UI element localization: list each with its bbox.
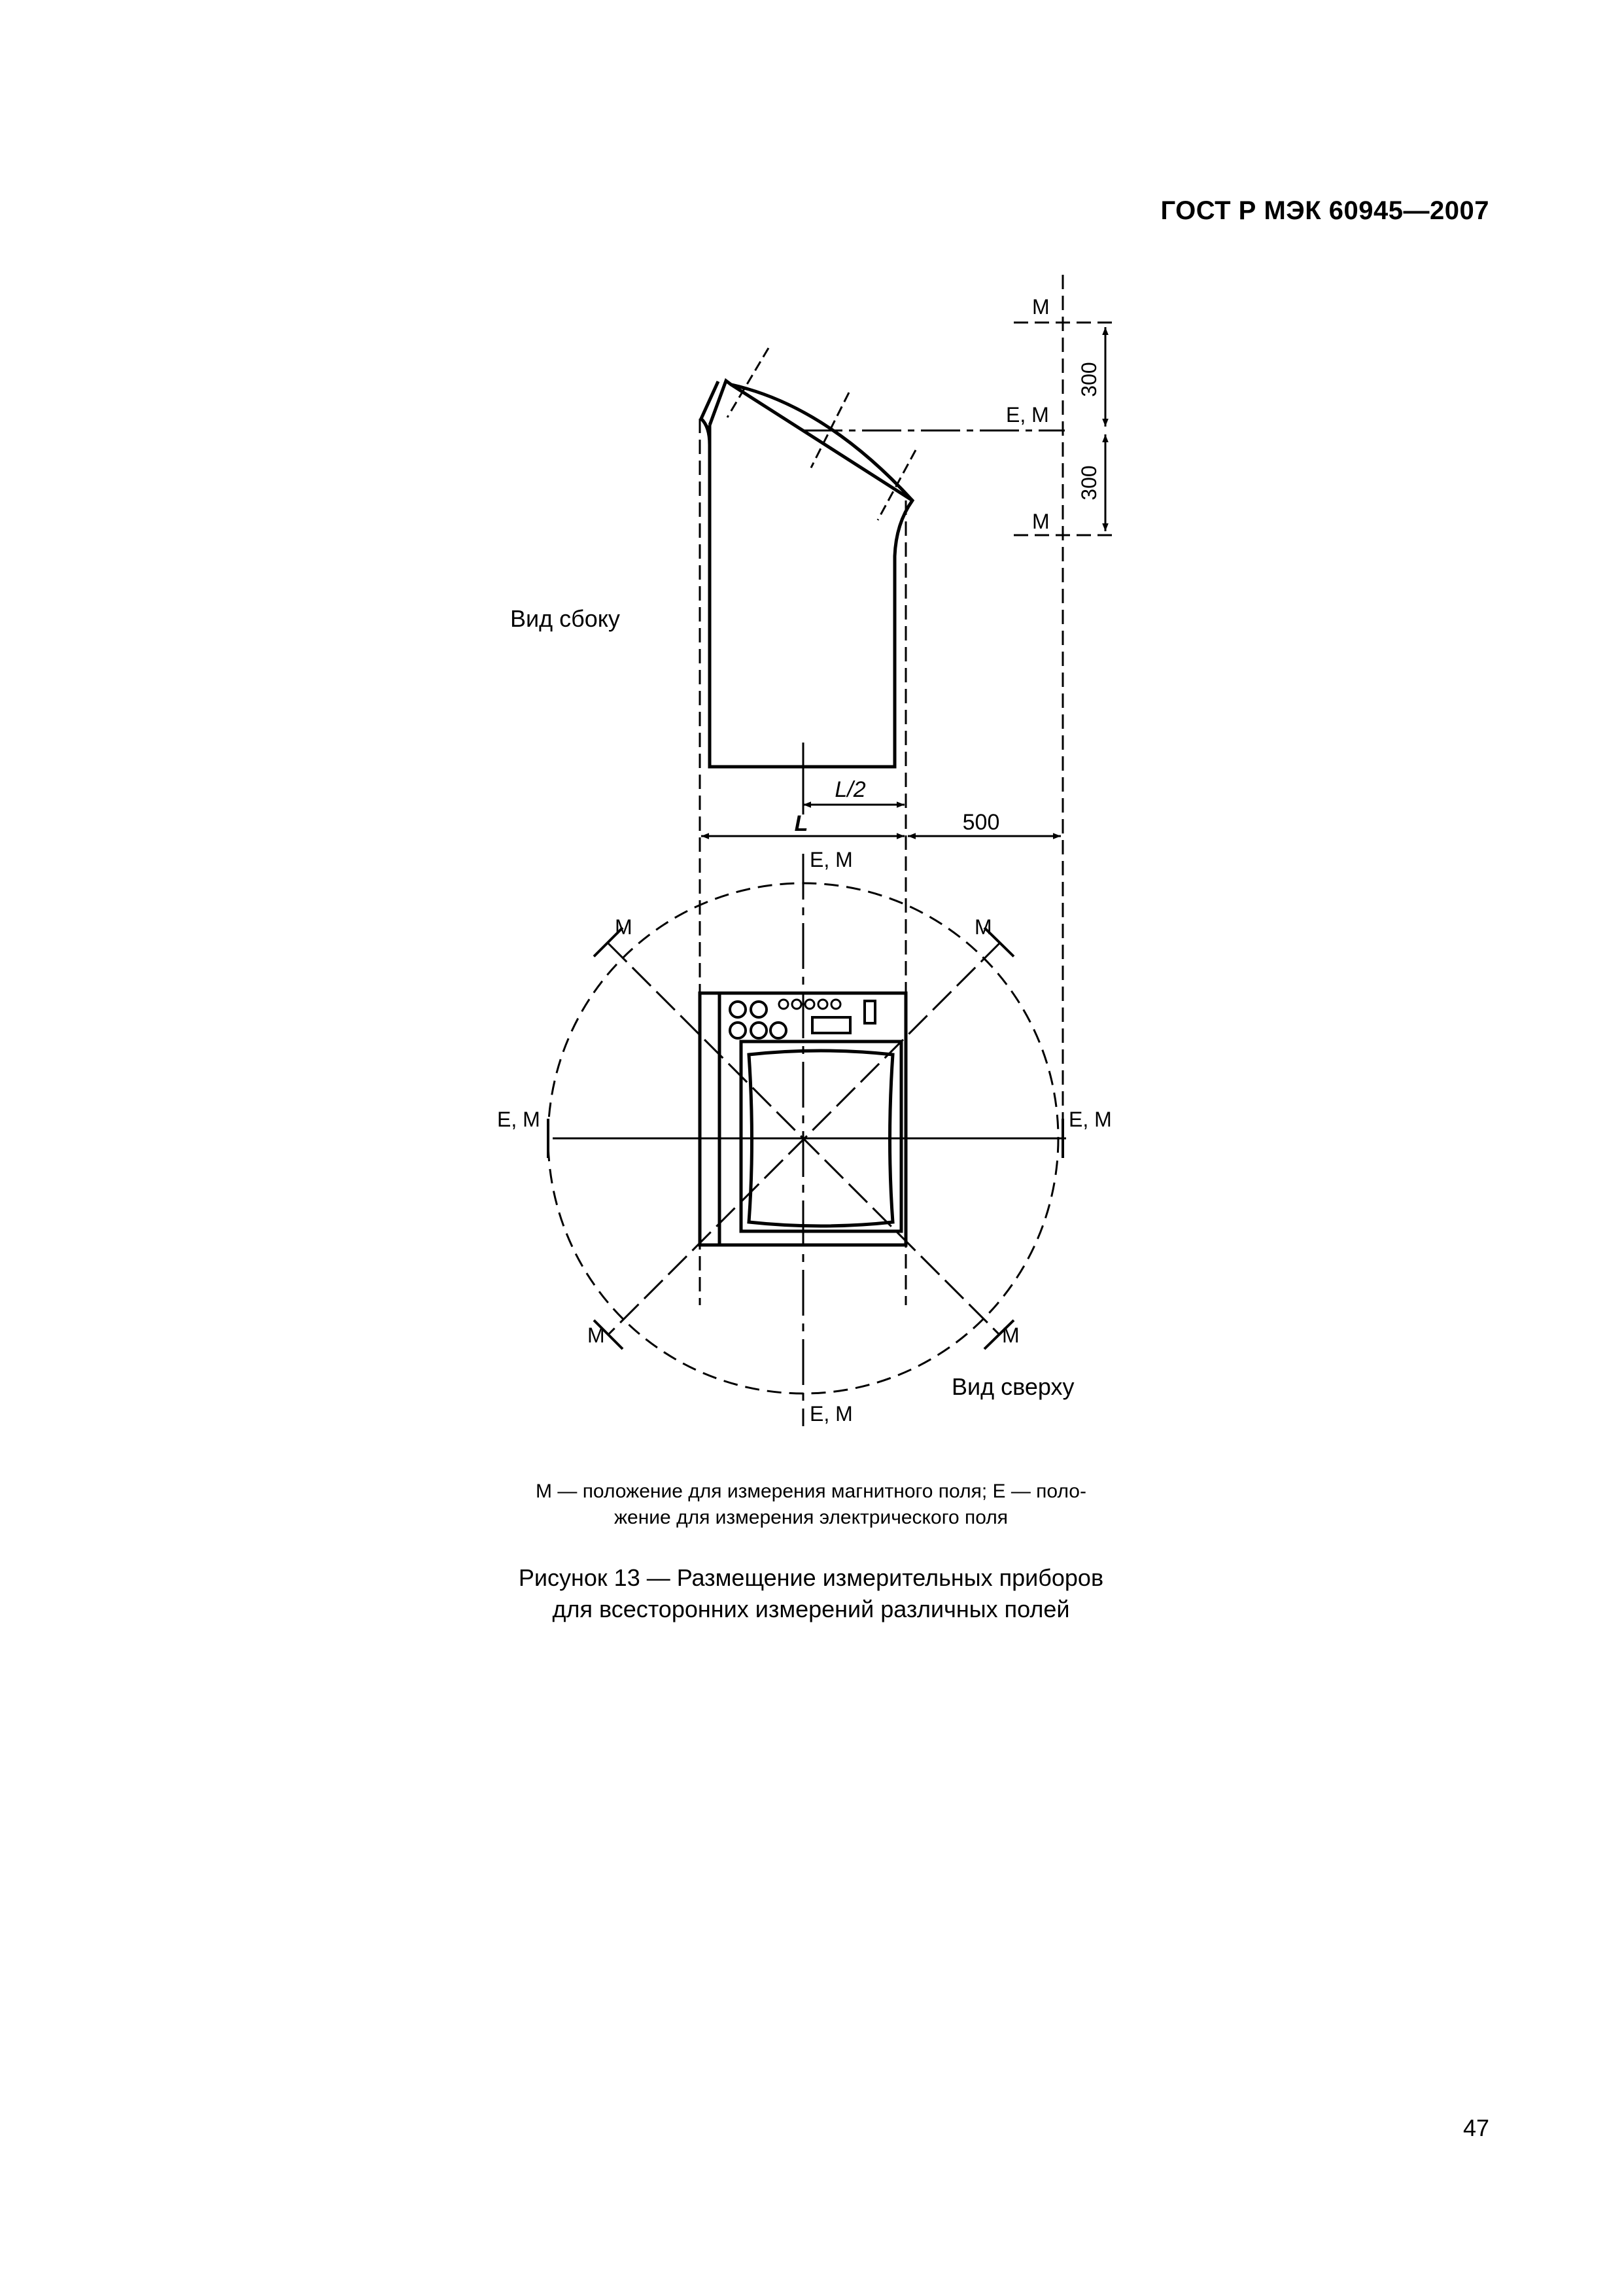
screen-frame [741,1042,901,1231]
side-view [700,275,1118,1305]
button-3 [805,1000,814,1009]
label-m-se: М [1002,1323,1020,1347]
knob-1 [730,1002,746,1017]
top-view [548,854,1066,1426]
label-m-top: М [1032,295,1050,319]
screen-chord [731,385,912,500]
label-m-sw: М [587,1323,605,1347]
button-1 [779,1000,788,1009]
button-2 [792,1000,801,1009]
caption-line-2: для всесторонних измерений различных полей [552,1596,1070,1622]
document-code: ГОСТ Р МЭК 60945—2007 [1160,196,1489,225]
knob-3 [730,1023,746,1038]
button-5 [831,1000,840,1009]
label-em-bottom: Е, М [810,1402,853,1426]
label-m-ne: М [975,915,992,939]
readout-window [812,1017,850,1033]
screen-tick-bottom [878,450,916,520]
legend-line-2: жение для измерения электрического поля [613,1507,1009,1528]
screen-tick-top [727,348,769,417]
dim-label-length: L [794,811,808,836]
dim-label-offset: 500 [962,810,1000,835]
top-view-label: Вид сверху [952,1373,1075,1400]
label-m-bottom: М [1032,510,1050,533]
figure-caption [471,1562,1151,1625]
legend-line-1: М — положение для измерения магнитного поля; Е — поло- [536,1480,1086,1502]
page-number: 47 [1462,2114,1489,2141]
label-em-middle: Е, М [1006,403,1049,427]
dim-label-half-length: L/2 [835,777,866,802]
knob-5 [770,1023,786,1038]
indicator-slot [865,1001,875,1023]
dim-label-300-top: 300 [1077,362,1101,397]
button-4 [818,1000,827,1009]
knob-4 [751,1023,767,1038]
label-m-nw: М [615,915,632,939]
console-side-outline [701,381,912,767]
dim-label-300-bottom: 300 [1077,465,1101,500]
label-em-right: Е, М [1069,1108,1112,1131]
label-em-left: Е, М [497,1108,540,1131]
knob-2 [751,1002,767,1017]
figure-legend [471,1479,1151,1531]
caption-line-1: Рисунок 13 — Размещение измерительных приборов [518,1564,1104,1591]
side-view-label: Вид сбоку [510,605,620,632]
label-em-top: Е, М [810,848,853,871]
